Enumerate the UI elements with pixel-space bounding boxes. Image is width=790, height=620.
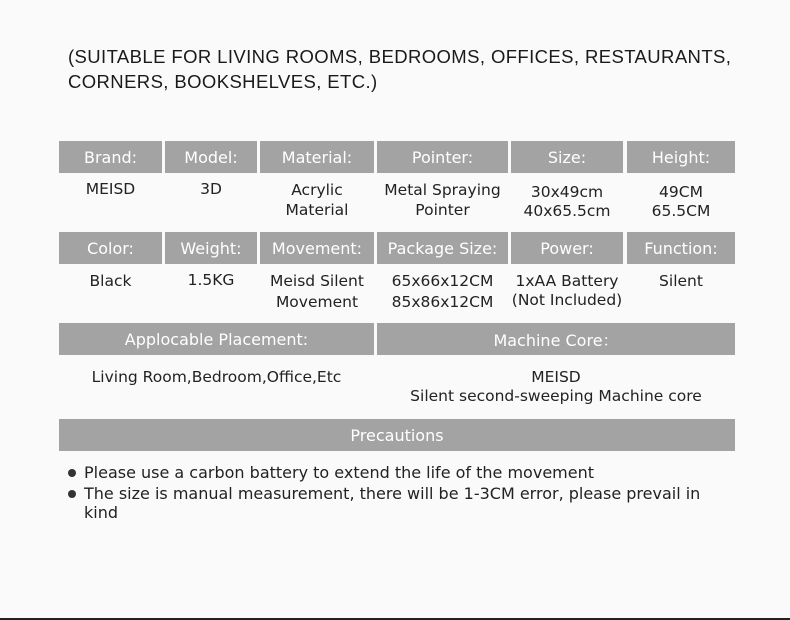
package-size-value-line-2: 85x86x12CM [391, 293, 494, 311]
list-item [68, 463, 738, 482]
color-header: Color: [59, 232, 162, 264]
precaution-text: Please use a carbon battery to extend the life of the movement [84, 463, 594, 482]
package-size-header: Package Size: [377, 232, 508, 264]
movement-value-line-1: Meisd Silent [270, 272, 364, 290]
machine-core-value-line-2: Silent second-sweeping Machine core [410, 387, 702, 405]
power-value-line-2: (Not Included) [511, 291, 623, 309]
pointer-value [377, 181, 508, 220]
weight-header: Weight: [165, 232, 257, 264]
pointer-value-line-1: Metal Spraying [384, 181, 501, 199]
list-item [68, 484, 738, 522]
height-value-line-1: 49CM [659, 183, 703, 201]
size-value-line-2: 40x65.5cm [523, 202, 611, 220]
bullet-icon [68, 469, 76, 477]
precaution-text-continued: kind [84, 503, 119, 522]
intro-text [68, 44, 768, 94]
material-value-line-1: Acrylic [291, 181, 343, 199]
color-value: Black [89, 272, 132, 290]
bullet-icon [68, 490, 76, 498]
height-value-line-2: 65.5CM [651, 202, 711, 220]
package-size-value-line-1: 65x66x12CM [391, 272, 494, 290]
model-value: 3D [200, 180, 222, 198]
precautions-header: Precautions [59, 419, 735, 451]
pointer-value-line-2: Pointer [415, 201, 470, 219]
height-value [627, 183, 735, 221]
movement-value-line-2: Movement [275, 293, 359, 311]
size-value-line-1: 30x49cm [530, 183, 604, 201]
movement-header: Movement: [260, 232, 374, 264]
machine-core-value [377, 368, 735, 406]
material-value-line-2: Material [285, 201, 349, 219]
package-size-value [377, 272, 508, 312]
function-header: Function: [627, 232, 735, 264]
machine-core-header: Machine Core： [377, 323, 735, 355]
pointer-header: Pointer: [377, 141, 508, 173]
weight-value: 1.5KG [187, 271, 235, 289]
material-header: Material: [260, 141, 374, 173]
size-value [511, 183, 623, 221]
intro-line-2: CORNERS, BOOKSHELVES, ETC.) [68, 71, 378, 92]
placement-header: Applocable Placement: [59, 323, 374, 355]
function-value: Silent [659, 272, 703, 290]
placement-value: Living Room,Bedroom,Office,Etc [91, 368, 342, 386]
material-value [260, 181, 374, 220]
precaution-text: The size is manual measurement, there will be 1-3CM error, please prevail in [84, 484, 701, 503]
precautions-list [68, 463, 738, 524]
brand-header: Brand: [59, 141, 162, 173]
model-header: Model: [165, 141, 257, 173]
power-header: Power: [511, 232, 623, 264]
size-header: Size: [511, 141, 623, 173]
height-header: Height: [627, 141, 735, 173]
movement-value [260, 272, 374, 312]
intro-line-1: (SUITABLE FOR LIVING ROOMS, BEDROOMS, OFFICES, RESTAURANTS, [68, 46, 732, 67]
power-value [511, 272, 623, 310]
power-value-line-1: 1xAA Battery [515, 272, 619, 290]
brand-value: MEISD [85, 180, 136, 198]
machine-core-value-line-1: MEISD [531, 368, 581, 386]
